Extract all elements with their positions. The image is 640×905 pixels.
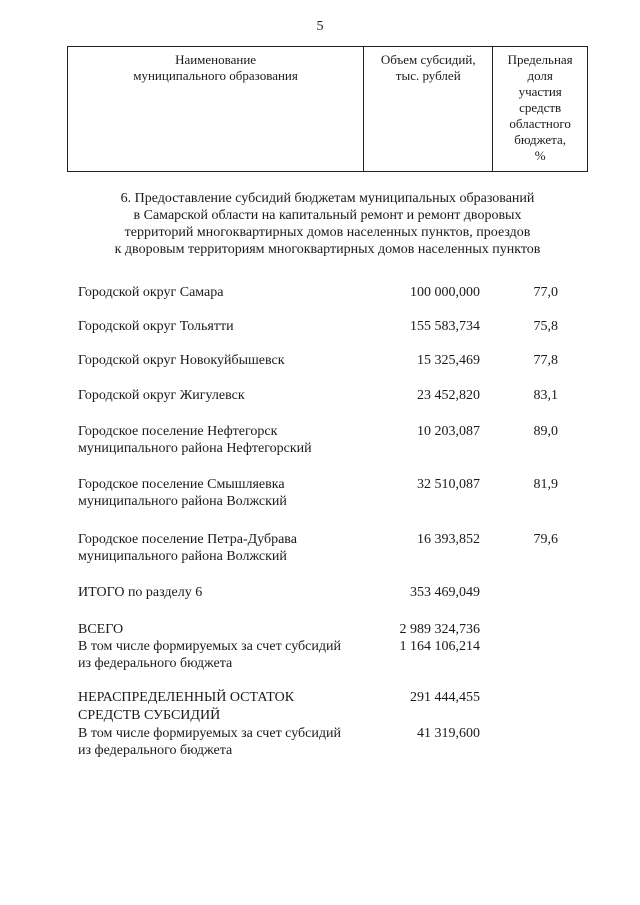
column-header-share — [493, 47, 588, 172]
row-amount: 32 510,087 — [417, 477, 480, 492]
undistributed-federal-label — [78, 725, 378, 759]
row-amount: 155 583,734 — [410, 319, 480, 334]
undistributed-amount: 291 444,455 — [410, 690, 480, 705]
section-total-label: ИТОГО по разделу 6 — [78, 585, 203, 600]
section-title-line: территорий многоквартирных домов населенных пунктов, проездов — [124, 225, 531, 240]
column-header-amount — [364, 47, 493, 172]
row-name — [78, 423, 378, 457]
column-header-share-line: бюджета, — [514, 132, 567, 147]
column-header-share-line: областного — [509, 116, 571, 131]
row-amount: 10 203,087 — [417, 424, 480, 439]
section-total-amount: 353 469,049 — [410, 585, 480, 600]
row-name-line: Городской округ Самара — [78, 285, 224, 300]
row-share: 75,8 — [533, 319, 558, 334]
row-amount: 23 452,820 — [417, 388, 480, 403]
column-header-share-line: участия — [518, 84, 562, 99]
row-amount: 100 000,000 — [410, 285, 480, 300]
grand-total-federal-label — [78, 638, 378, 672]
undistributed-label-line: СРЕДСТВ СУБСИДИЙ — [78, 708, 221, 723]
row-amount: 16 393,852 — [417, 532, 480, 547]
undistributed-label — [78, 689, 378, 725]
section-title-line: в Самарской области на капитальный ремонт и ремонт дворовых — [133, 208, 522, 223]
row-share: 79,6 — [533, 532, 558, 547]
row-name-line: Городской округ Новокуйбышевск — [78, 353, 285, 368]
row-share: 81,9 — [533, 477, 558, 492]
column-header-amount-line: Объем субсидий, — [380, 52, 476, 67]
row-name-line: Городское поселение Смышляевка — [78, 477, 285, 492]
column-header-name-line: муниципального образования — [133, 68, 298, 83]
row-share: 89,0 — [533, 424, 558, 439]
grand-total-label: ВСЕГО — [78, 622, 124, 637]
row-name-line: Городское поселение Петра-Дубрава — [78, 532, 297, 547]
undistributed-federal-label-line: В том числе формируемых за счет субсидий — [78, 726, 341, 741]
grand-total-federal-amount: 1 164 106,214 — [399, 639, 480, 654]
grand-total-amount: 2 989 324,736 — [399, 622, 480, 637]
undistributed-federal-label-line: из федерального бюджета — [78, 743, 233, 758]
row-name-line: муниципального района Волжский — [78, 549, 287, 564]
column-header-name-line: Наименование — [175, 52, 257, 67]
row-name — [78, 284, 378, 301]
undistributed-federal-amount: 41 319,600 — [417, 726, 480, 741]
section-title — [60, 190, 595, 258]
row-share: 77,0 — [533, 285, 558, 300]
row-share: 83,1 — [533, 388, 558, 403]
column-header-share-line: средств — [519, 100, 562, 115]
row-name-line: муниципального района Нефтегорский — [78, 441, 312, 456]
column-header-amount-line: тыс. рублей — [395, 68, 461, 83]
row-name — [78, 352, 378, 369]
grand-total-federal-label-line: В том числе формируемых за счет субсидий — [78, 639, 341, 654]
row-name-line: муниципального района Волжский — [78, 494, 287, 509]
column-header-share-line: доля — [527, 68, 553, 83]
row-amount: 15 325,469 — [417, 353, 480, 368]
column-header-name — [68, 47, 364, 172]
page-number: 5 — [316, 19, 324, 34]
section-title-line: к дворовым территориям многоквартирных домов населенных пунктов — [114, 242, 541, 257]
row-name-line: Городской округ Тольятти — [78, 319, 234, 334]
row-name — [78, 318, 378, 335]
column-header-share-line: % — [534, 148, 546, 163]
row-name — [78, 387, 378, 404]
row-name — [78, 531, 378, 565]
column-header-share-line: Предельная — [507, 52, 573, 67]
row-name-line: Городское поселение Нефтегорск — [78, 424, 278, 439]
row-name-line: Городской округ Жигулевск — [78, 388, 245, 403]
row-name — [78, 476, 378, 510]
grand-total-federal-label-line: из федерального бюджета — [78, 656, 233, 671]
table-header — [67, 46, 588, 172]
section-title-line: 6. Предоставление субсидий бюджетам муниципальных образований — [120, 191, 535, 206]
row-share: 77,8 — [533, 353, 558, 368]
undistributed-label-line: НЕРАСПРЕДЕЛЕННЫЙ ОСТАТОК — [78, 690, 295, 705]
